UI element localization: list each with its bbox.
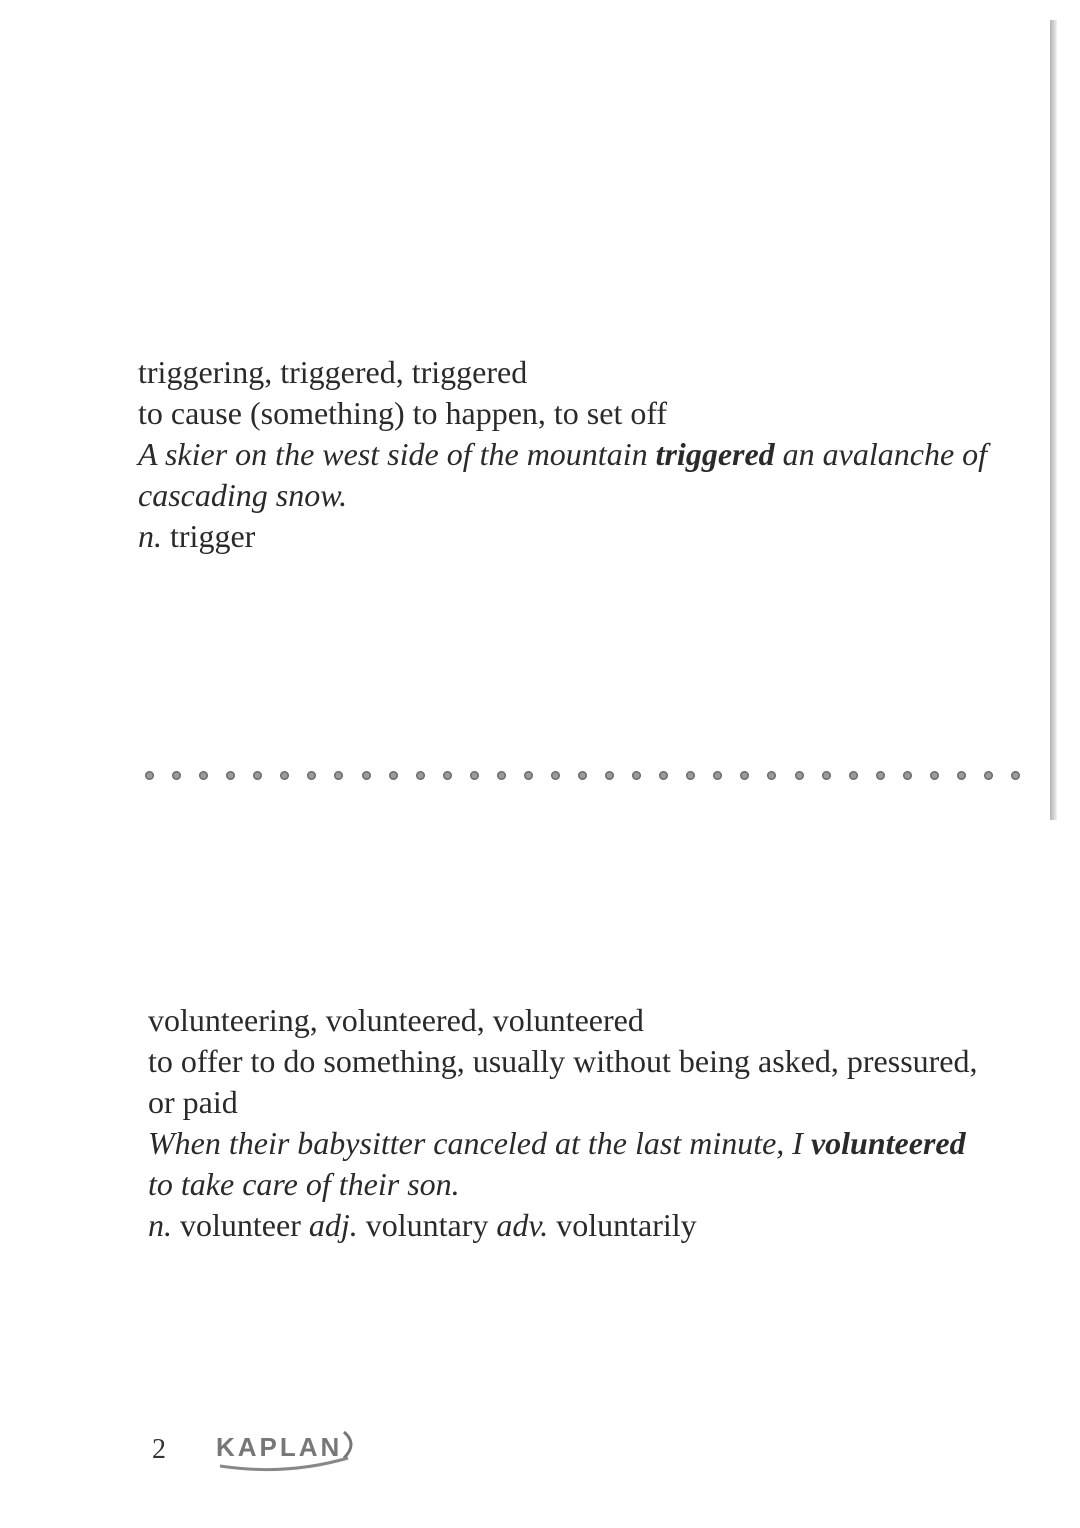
page-footer xyxy=(152,1428,356,1472)
example-text-after: to take care of their son. xyxy=(148,1166,460,1202)
divider-dot xyxy=(767,771,776,780)
divider-dot xyxy=(307,771,316,780)
part-of-speech: adj. xyxy=(308,1207,358,1243)
divider-dot xyxy=(497,771,506,780)
example-sentence xyxy=(138,434,1018,516)
kaplan-logo xyxy=(216,1428,356,1472)
divider-dot xyxy=(659,771,668,780)
divider-dot xyxy=(280,771,289,780)
divider-dot xyxy=(795,771,804,780)
example-text-before: When their babysitter canceled at the last minute, I xyxy=(148,1125,811,1161)
divider-dot xyxy=(389,771,398,780)
divider-dot xyxy=(578,771,587,780)
page-number: 2 xyxy=(152,1434,166,1465)
divider-dot xyxy=(470,771,479,780)
divider-dot xyxy=(1011,771,1020,780)
divider-dot xyxy=(713,771,722,780)
part-of-speech: n. xyxy=(148,1207,172,1243)
definition: to offer to do something, usually without being asked, pressured, or paid xyxy=(148,1043,978,1120)
part-of-speech: adv. xyxy=(496,1207,549,1243)
related-forms xyxy=(148,1205,988,1246)
divider-dot xyxy=(903,771,912,780)
divider-dot xyxy=(849,771,858,780)
divider-dot xyxy=(334,771,343,780)
divider-dot xyxy=(145,771,154,780)
logo-text: KAPLAN xyxy=(216,1432,343,1462)
example-text-after: an avalanche of cascading snow. xyxy=(138,436,988,513)
part-of-speech: n. xyxy=(138,518,162,554)
divider-dot xyxy=(443,771,452,780)
divider-dot xyxy=(876,771,885,780)
divider-dot xyxy=(199,771,208,780)
entry-trigger xyxy=(138,352,1018,557)
divider-dot xyxy=(226,771,235,780)
related-word: volunteer xyxy=(172,1207,309,1243)
definition: to cause (something) to happen, to set off xyxy=(138,395,668,431)
example-sentence xyxy=(148,1123,988,1205)
related-word: voluntarily xyxy=(548,1207,697,1243)
verb-forms: triggering, triggered, triggered xyxy=(138,354,528,390)
divider-dot xyxy=(984,771,993,780)
divider-dot xyxy=(551,771,560,780)
divider-dot xyxy=(605,771,614,780)
divider-dot xyxy=(632,771,641,780)
divider-dot xyxy=(957,771,966,780)
divider-dot xyxy=(686,771,695,780)
divider-dot xyxy=(822,771,831,780)
divider-dot xyxy=(524,771,533,780)
divider-dot xyxy=(253,771,262,780)
logo-swoosh-icon xyxy=(216,1428,366,1476)
page-edge-shadow xyxy=(1050,20,1057,820)
related-word: trigger xyxy=(162,518,256,554)
example-keyword: triggered xyxy=(655,436,775,472)
example-text-before: A skier on the west side of the mountain xyxy=(138,436,656,472)
divider-dot xyxy=(172,771,181,780)
related-forms xyxy=(138,516,1018,557)
divider-dot xyxy=(362,771,371,780)
entry-volunteer xyxy=(148,1000,988,1246)
example-keyword: volunteered xyxy=(810,1125,966,1161)
divider-dot xyxy=(416,771,425,780)
dotted-divider xyxy=(145,768,1020,782)
verb-forms: volunteering, volunteered, volunteered xyxy=(148,1002,644,1038)
divider-dot xyxy=(930,771,939,780)
divider-dot xyxy=(740,771,749,780)
related-word: voluntary xyxy=(357,1207,497,1243)
